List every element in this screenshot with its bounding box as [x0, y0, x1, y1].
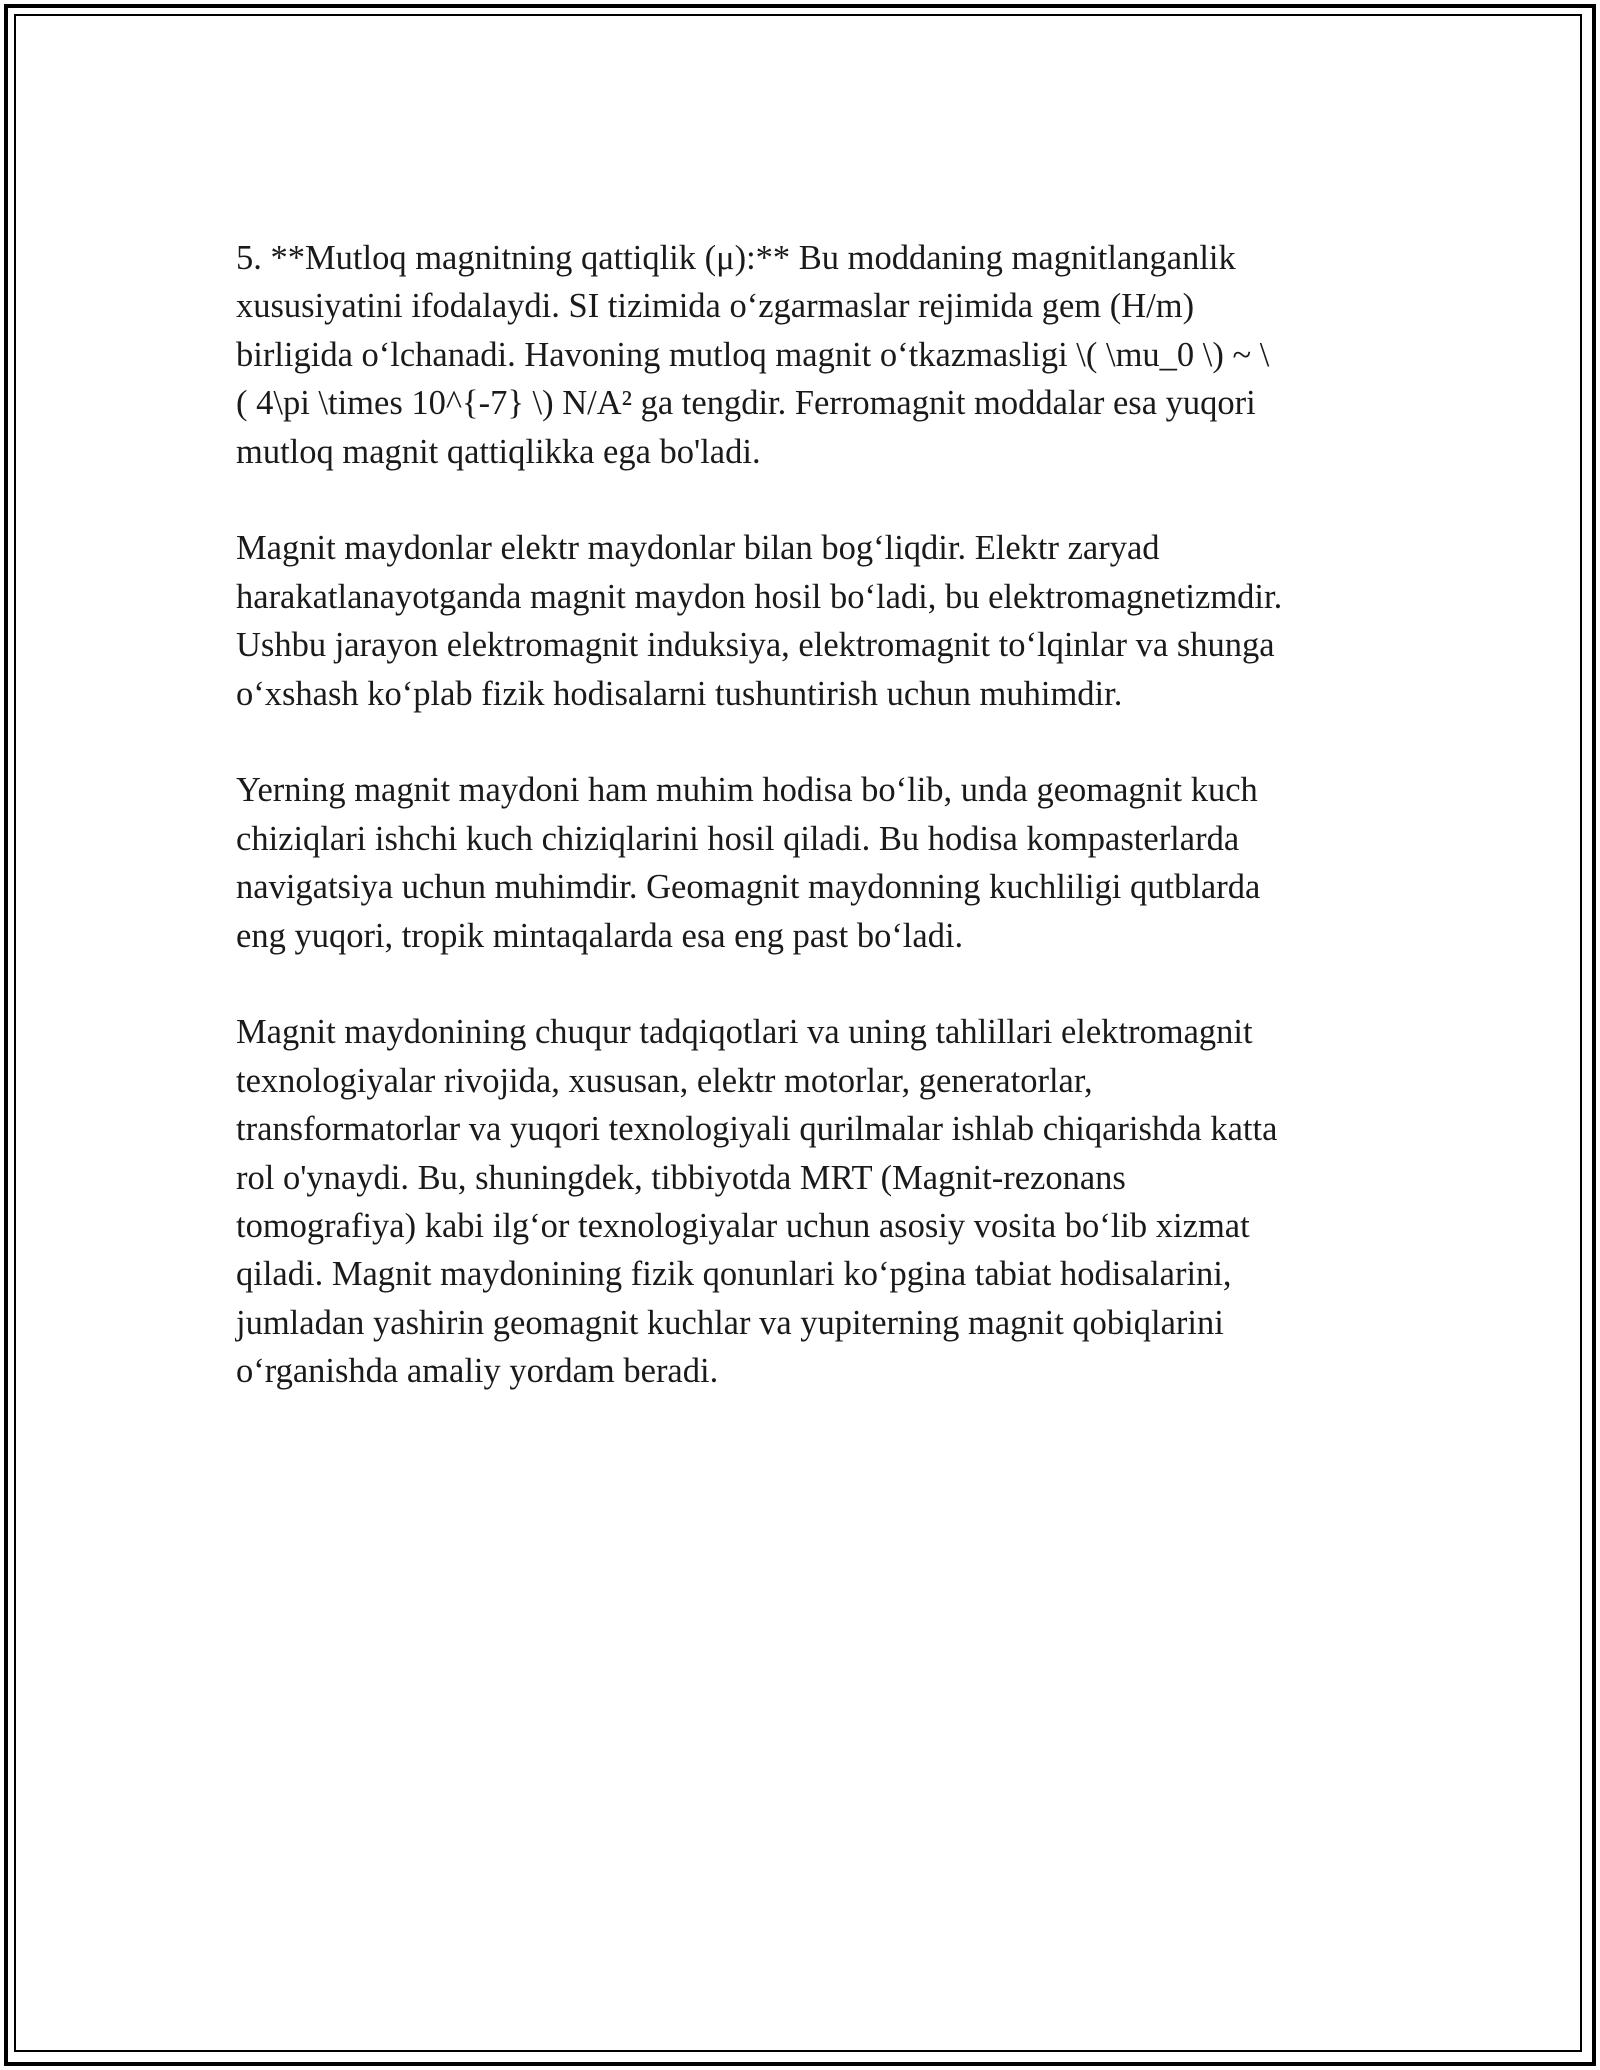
paragraph-electromagnetism: Magnit maydonlar elektr maydonlar bilan bogʻliqdir. Elektr zaryad harakatlanayotganda magnit maydon hosil boʻladi, bu elektromagnetizmdir. Ushbu jarayon elektromagnit induksiya, elektromagnit toʻlqinlar va shunga oʻxshash koʻplab fizik hodisalarni tushuntirish uchun muhimdir. — [236, 529, 1283, 713]
paragraph-earth-magnetic-field: Yerning magnit maydoni ham muhim hodisa boʻlib, unda geomagnit kuch chiziqlari ishchi kuch chiziqlarini hosil qiladi. Bu hodisa kompasterlarda navigatsiya uchun muhimdir. Geomagnit maydonning kuchliligi qutblarda eng yuqori, tropik mintaqalarda esa eng past boʻladi. — [236, 771, 1261, 955]
paragraph-permeability: 5. **Mutloq magnitning qattiqlik (μ):** Bu moddaning magnitlanganlik xususiyatini ifodalaydi. SI tizimida oʻzgarmaslar rejimida gem (H/m) birligida oʻlchanadi. Havoning mutloq magnit oʻtkazmasligi \( \mu_0 \) ~ \ ( 4\pi \times 10^{-7} \) N/A² ga tengdir. Ferromagnit moddalar esa yuqori mutloq magnit qattiqlikka ega bo'ladi. — [236, 239, 1270, 471]
paragraph-applications: Magnit maydonining chuqur tadqiqotlari va uning tahlillari elektromagnit texnologiyalar rivojida, xususan, elektr motorlar, generatorlar, transformatorlar va yuqori texnologiyali qurilmalar ishlab chiqarishda katta rol o'ynaydi. Bu, shuningdek, tibbiyotda MRT (Magnit-rezonans tomografiya) kabi ilgʻor texnologiyalar uchun asosiy vosita boʻlib xizmat qiladi. Magnit maydonining fizik qonunlari koʻpgina tabiat hodisalarini, jumladan yashirin geomagnit kuchlar va yupiterning magnit qobiqlarini oʻrganishda amaliy yordam beradi. — [236, 1013, 1278, 1391]
document-body — [236, 234, 1366, 1396]
